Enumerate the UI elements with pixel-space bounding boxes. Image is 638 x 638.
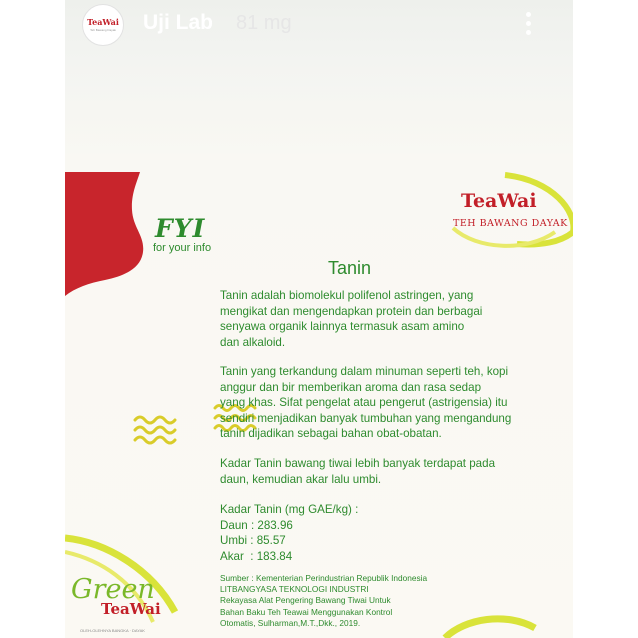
more-vertical-icon[interactable]: [526, 12, 532, 36]
kadar-item: Akar : 183.84: [220, 549, 293, 563]
story-header: [65, 0, 573, 48]
avatar[interactable]: [82, 4, 124, 46]
kadar-item: Daun : 283.96: [220, 518, 293, 532]
green-logo-word: Green: [71, 574, 155, 605]
fyi-subtitle: for your info: [153, 242, 212, 254]
source-citation: Sumber : Kementerian Perindustrian Republik Indonesia LITBANGYASA TEKNOLOGI INDUSTRI Rekayasa Alat Pengering Bawang Tiwai Untuk Bahan Baku Teh Teawai Menggunakan Kontrol Otomatis, Sulharman,M.T.,Dkk., 2019.: [220, 573, 428, 628]
red-corner-shape: [65, 172, 143, 296]
time-ago: 81 mg: [236, 12, 292, 34]
green-logo-tagline: OLEH-OLEHNYA BANGKA · DAYAK: [80, 628, 145, 633]
fyi-heading: FYI: [155, 214, 206, 243]
avatar-brand-sub: Teh Bawang Dayak: [90, 28, 116, 32]
green-logo-brand: TeaWai: [101, 600, 161, 618]
kadar-title: Kadar Tanin (mg GAE/kg) :: [220, 503, 359, 516]
teawai-logo: TeaWai: [461, 190, 537, 212]
story-viewer: [65, 0, 573, 638]
poster-title: Tanin: [328, 258, 372, 278]
paragraph-comparison: Kadar Tanin bawang tiwai lebih banyak terdapat pada daun, kemudian akar lalu umbi.: [220, 457, 496, 486]
username[interactable]: Uji Lab: [143, 11, 214, 34]
wavy-lines-icon: [135, 417, 175, 443]
kadar-list: [220, 502, 520, 564]
teawai-logo-sub: TEH BAWANG DAYAK: [453, 218, 568, 229]
kadar-item: Umbi : 85.57: [220, 534, 286, 547]
paragraph-definition: Tanin adalah biomolekul polifenol astringen, yang mengikat dan mengendapkan protein dan berbagai senyawa organik lainnya termasuk asam amino dan alkaloid.: [220, 289, 483, 349]
avatar-brand: TeaWai: [87, 17, 119, 27]
story-image: [65, 172, 573, 638]
paragraph-description: Tanin yang terkandung dalam minuman seperti teh, kopi anggur dan bir memberikan aroma dan rasa sedap yang khas. Sifat pengelat atau pengerut (astrigensia) itu sendiri menjadikan banyak tumbuhan yang mengandung tanin dijadikan sebagai bahan obat-obatan.: [220, 365, 512, 440]
